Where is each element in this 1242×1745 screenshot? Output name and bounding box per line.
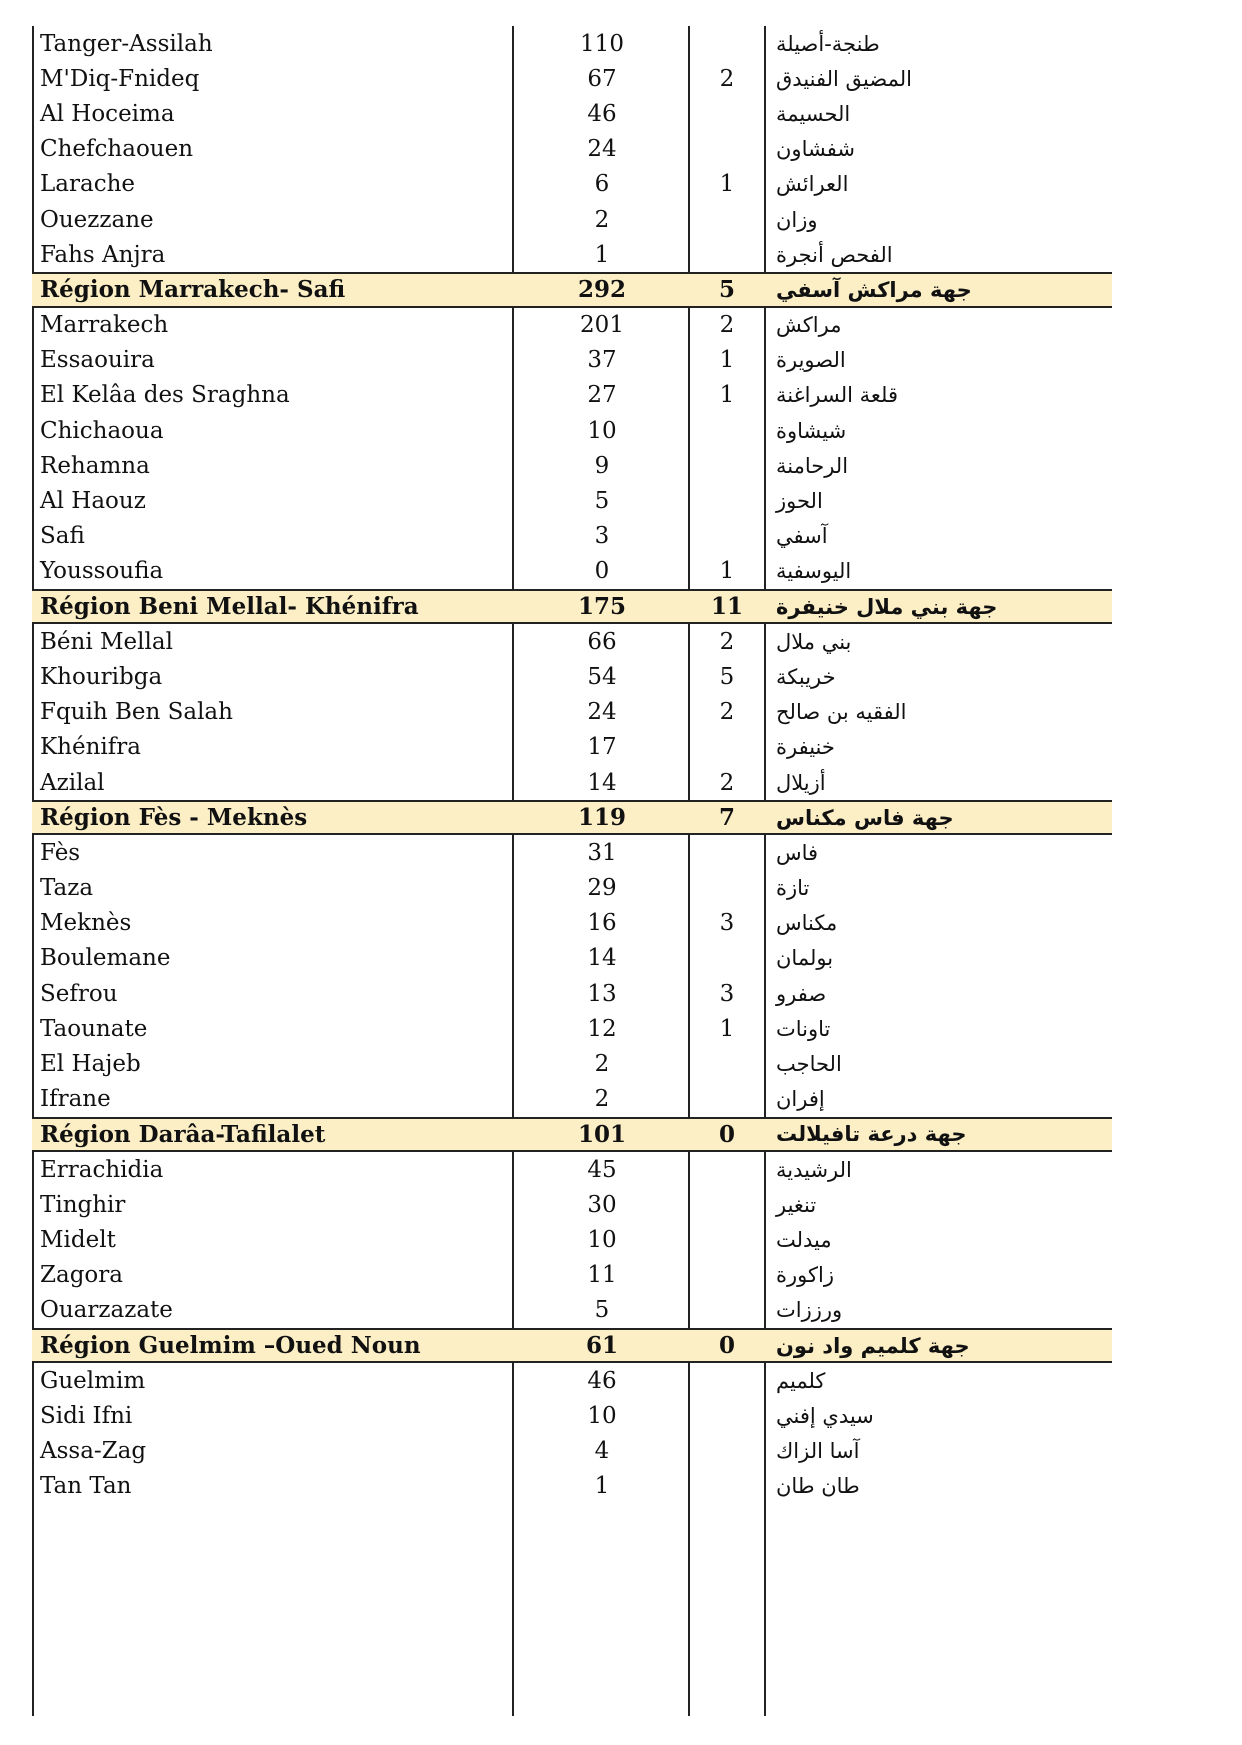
count-secondary (690, 1258, 764, 1293)
place-name-ar: أزيلال (776, 770, 826, 795)
count-primary: 101 (577, 1120, 626, 1148)
place-name-fr: Al Haouz (40, 488, 146, 515)
count-primary: 119 (577, 804, 626, 832)
place-name-fr: Safi (40, 523, 85, 550)
place-name-fr: Marrakech (40, 312, 169, 339)
count-secondary (690, 483, 764, 518)
table-row (32, 483, 1112, 518)
place-name-fr: M'Diq-Fnideq (40, 65, 200, 92)
place-name-ar: شيشاوة (776, 418, 847, 443)
count-secondary (690, 96, 764, 131)
count-primary: 110 (580, 30, 624, 57)
place-name-ar: تنغير (776, 1192, 817, 1217)
place-name-fr: Khouribga (40, 663, 163, 690)
place-name-fr: Ouarzazate (40, 1297, 173, 1324)
place-name-fr: Sidi Ifni (40, 1402, 133, 1429)
table-row (32, 61, 1112, 96)
count-primary: 14 (587, 945, 617, 972)
count-secondary: 1 (719, 382, 735, 409)
table-row (32, 906, 1112, 941)
place-name-ar: الحاجب (776, 1052, 842, 1077)
place-name-fr: Tinghir (40, 1191, 126, 1218)
count-secondary (690, 1363, 764, 1398)
place-name-fr: Fquih Ben Salah (40, 699, 233, 726)
table-row (32, 695, 1112, 730)
table-row (32, 835, 1112, 870)
place-name-ar: تاونات (776, 1016, 831, 1041)
place-name-ar: العرائش (776, 172, 849, 197)
place-name-ar: الفقيه بن صالح (776, 700, 907, 725)
count-primary: 9 (594, 452, 610, 479)
count-secondary (690, 1293, 764, 1328)
place-name-fr: Assa-Zag (40, 1438, 147, 1465)
place-name-fr: El Kelâa des Sraghna (40, 382, 290, 409)
count-primary: 24 (587, 699, 617, 726)
table-row (32, 202, 1112, 237)
count-secondary: 1 (719, 1015, 735, 1042)
place-name-ar: الحوز (776, 489, 823, 514)
count-secondary (690, 519, 764, 554)
count-primary: 4 (594, 1438, 610, 1465)
place-name-ar: كلميم (776, 1368, 826, 1393)
count-primary: 30 (587, 1191, 617, 1218)
place-name-ar: الفحص أنجرة (776, 242, 893, 267)
table-row (32, 765, 1112, 800)
count-secondary (690, 941, 764, 976)
count-primary: 10 (587, 1226, 617, 1253)
count-secondary: 5 (719, 663, 735, 690)
table-row (32, 378, 1112, 413)
place-name-ar: آسا الزاك (776, 1439, 860, 1464)
place-name-fr: Al Hoceima (40, 100, 175, 127)
place-name-ar: جهة مراكش آسفي (776, 277, 972, 302)
count-primary: 292 (577, 276, 626, 304)
table-row (32, 96, 1112, 131)
count-secondary: 3 (719, 910, 735, 937)
table-row (32, 1469, 1112, 1504)
count-primary: 1 (594, 1473, 610, 1500)
place-name-fr: Région Beni Mellal- Khénifra (40, 593, 419, 621)
place-name-fr: Région Guelmim –Oued Noun (40, 1332, 421, 1360)
table-row (32, 976, 1112, 1011)
place-name-fr: Tanger-Assilah (40, 30, 213, 57)
place-name-ar: طنجة-أصيلة (776, 31, 880, 56)
count-primary: 54 (587, 663, 617, 690)
table-row (32, 237, 1112, 272)
place-name-ar: جهة درعة تافيلالت (776, 1122, 967, 1147)
place-name-fr: El Hajeb (40, 1051, 141, 1078)
count-secondary: 2 (719, 769, 735, 796)
count-primary: 10 (587, 417, 617, 444)
place-name-fr: Taounate (40, 1015, 148, 1042)
count-secondary (690, 237, 764, 272)
place-name-fr: Khénifra (40, 734, 141, 761)
count-secondary (690, 448, 764, 483)
count-primary: 37 (587, 347, 617, 374)
table-row (32, 659, 1112, 694)
count-secondary: 7 (718, 804, 735, 832)
region-total-row (32, 589, 1112, 624)
place-name-ar: فاس (776, 840, 819, 865)
place-name-ar: الرشيدية (776, 1157, 852, 1182)
table-body (32, 26, 1112, 1504)
place-name-ar: بولمان (776, 946, 834, 971)
table-row (32, 448, 1112, 483)
count-primary: 2 (594, 1051, 610, 1078)
place-name-ar: مراكش (776, 313, 842, 338)
place-name-ar: قلعة السراغنة (776, 383, 899, 408)
table-row (32, 1363, 1112, 1398)
place-name-fr: Errachidia (40, 1156, 164, 1183)
count-secondary: 2 (719, 628, 735, 655)
region-total-row (32, 272, 1112, 307)
count-secondary (690, 730, 764, 765)
place-name-fr: Région Fès - Meknès (40, 804, 308, 832)
place-name-ar: جهة كلميم واد نون (776, 1333, 970, 1358)
table-row (32, 554, 1112, 589)
count-secondary (690, 1434, 764, 1469)
place-name-ar: صفرو (776, 981, 827, 1006)
place-name-ar: وزان (776, 207, 818, 232)
place-name-fr: Boulemane (40, 945, 171, 972)
table-row (32, 1046, 1112, 1081)
place-name-ar: آسفي (776, 524, 828, 549)
table-row (32, 413, 1112, 448)
place-name-fr: Rehamna (40, 452, 150, 479)
table-row (32, 1258, 1112, 1293)
count-secondary (690, 1187, 764, 1222)
place-name-fr: Fahs Anjra (40, 241, 166, 268)
count-primary: 67 (587, 65, 617, 92)
place-name-ar: الحسيمة (776, 101, 851, 126)
table-row (32, 1434, 1112, 1469)
count-primary: 11 (587, 1262, 617, 1289)
count-primary: 1 (594, 241, 610, 268)
table-row (32, 343, 1112, 378)
place-name-fr: Région Darâa-Tafilalet (40, 1120, 326, 1148)
table-row (32, 1398, 1112, 1433)
place-name-ar: خريبكة (776, 664, 836, 689)
region-total-row (32, 1117, 1112, 1152)
place-name-fr: Chefchaouen (40, 136, 194, 163)
count-primary: 29 (587, 875, 617, 902)
place-name-ar: سيدي إفني (776, 1403, 874, 1428)
count-secondary (690, 413, 764, 448)
place-name-ar: شفشاون (776, 137, 855, 162)
count-secondary: 3 (719, 980, 735, 1007)
place-name-ar: طان طان (776, 1474, 860, 1499)
place-name-fr: Chichaoua (40, 417, 164, 444)
count-primary: 5 (594, 488, 610, 515)
table-row (32, 1293, 1112, 1328)
place-name-fr: Essaouira (40, 347, 155, 374)
cases-table (32, 26, 1112, 1504)
place-name-fr: Sefrou (40, 980, 118, 1007)
table-row (32, 1011, 1112, 1046)
place-name-fr: Fès (40, 839, 81, 866)
count-secondary (690, 1398, 764, 1433)
count-secondary (690, 132, 764, 167)
place-name-fr: Guelmim (40, 1367, 146, 1394)
count-secondary (690, 1152, 764, 1187)
place-name-fr: Taza (40, 875, 94, 902)
count-primary: 14 (587, 769, 617, 796)
count-primary: 46 (587, 1367, 617, 1394)
place-name-ar: الصويرة (776, 348, 846, 373)
count-secondary: 2 (719, 312, 735, 339)
count-primary: 16 (587, 910, 617, 937)
count-secondary: 0 (718, 1120, 735, 1148)
count-secondary: 1 (719, 171, 735, 198)
place-name-fr: Ouezzane (40, 206, 154, 233)
count-secondary (690, 26, 764, 61)
table-row (32, 730, 1112, 765)
count-primary: 17 (587, 734, 617, 761)
place-name-fr: Youssoufia (40, 558, 164, 585)
count-primary: 2 (594, 206, 610, 233)
table-row (32, 1222, 1112, 1257)
count-secondary: 5 (718, 276, 735, 304)
count-secondary (690, 1469, 764, 1504)
count-secondary (690, 202, 764, 237)
table-row (32, 1152, 1112, 1187)
count-secondary (690, 1082, 764, 1117)
region-total-row (32, 1328, 1112, 1363)
count-primary: 45 (587, 1156, 617, 1183)
table-row (32, 308, 1112, 343)
place-name-fr: Zagora (40, 1262, 123, 1289)
count-primary: 3 (594, 523, 610, 550)
place-name-ar: خنيفرة (776, 735, 835, 760)
table-row (32, 871, 1112, 906)
place-name-fr: Région Marrakech- Safi (40, 276, 346, 304)
place-name-ar: تازة (776, 876, 810, 901)
count-secondary: 1 (719, 347, 735, 374)
table-row (32, 1082, 1112, 1117)
count-secondary (690, 1046, 764, 1081)
count-secondary (690, 871, 764, 906)
table-row (32, 132, 1112, 167)
table-row (32, 26, 1112, 61)
count-secondary: 0 (718, 1332, 735, 1360)
table-row (32, 167, 1112, 202)
table-row (32, 519, 1112, 554)
count-primary: 46 (587, 100, 617, 127)
place-name-ar: مكناس (776, 911, 838, 936)
place-name-fr: Midelt (40, 1226, 116, 1253)
place-name-ar: ميدلت (776, 1227, 832, 1252)
count-primary: 27 (587, 382, 617, 409)
place-name-fr: Tan Tan (40, 1473, 132, 1500)
count-primary: 5 (594, 1297, 610, 1324)
count-primary: 66 (587, 628, 617, 655)
place-name-fr: Larache (40, 171, 135, 198)
count-primary: 0 (594, 558, 610, 585)
place-name-ar: جهة فاس مكناس (776, 805, 954, 830)
place-name-ar: ورززات (776, 1298, 843, 1323)
place-name-ar: إفران (776, 1087, 825, 1112)
count-secondary (690, 835, 764, 870)
place-name-fr: Meknès (40, 910, 132, 937)
count-primary: 24 (587, 136, 617, 163)
place-name-ar: زاكورة (776, 1263, 834, 1288)
count-secondary: 2 (719, 65, 735, 92)
count-secondary: 2 (719, 699, 735, 726)
place-name-ar: المضيق الفنيدق (776, 66, 912, 91)
place-name-fr: Ifrane (40, 1086, 111, 1113)
count-primary: 31 (587, 839, 617, 866)
count-primary: 61 (585, 1332, 618, 1360)
table-row (32, 624, 1112, 659)
count-primary: 13 (587, 980, 617, 1007)
count-primary: 2 (594, 1086, 610, 1113)
count-secondary (690, 1222, 764, 1257)
place-name-fr: Béni Mellal (40, 628, 173, 655)
place-name-ar: جهة بني ملال خنيفرة (776, 594, 998, 619)
table-row (32, 1187, 1112, 1222)
count-primary: 10 (587, 1402, 617, 1429)
count-primary: 6 (594, 171, 610, 198)
count-primary: 201 (580, 312, 624, 339)
place-name-ar: الرحامنة (776, 453, 849, 478)
place-name-ar: بني ملال (776, 629, 852, 654)
region-total-row (32, 800, 1112, 835)
table-row (32, 941, 1112, 976)
count-primary: 175 (577, 593, 626, 621)
count-primary: 12 (587, 1015, 617, 1042)
count-secondary: 11 (710, 593, 743, 621)
count-secondary: 1 (719, 558, 735, 585)
place-name-ar: اليوسفية (776, 559, 852, 584)
place-name-fr: Azilal (40, 769, 105, 796)
